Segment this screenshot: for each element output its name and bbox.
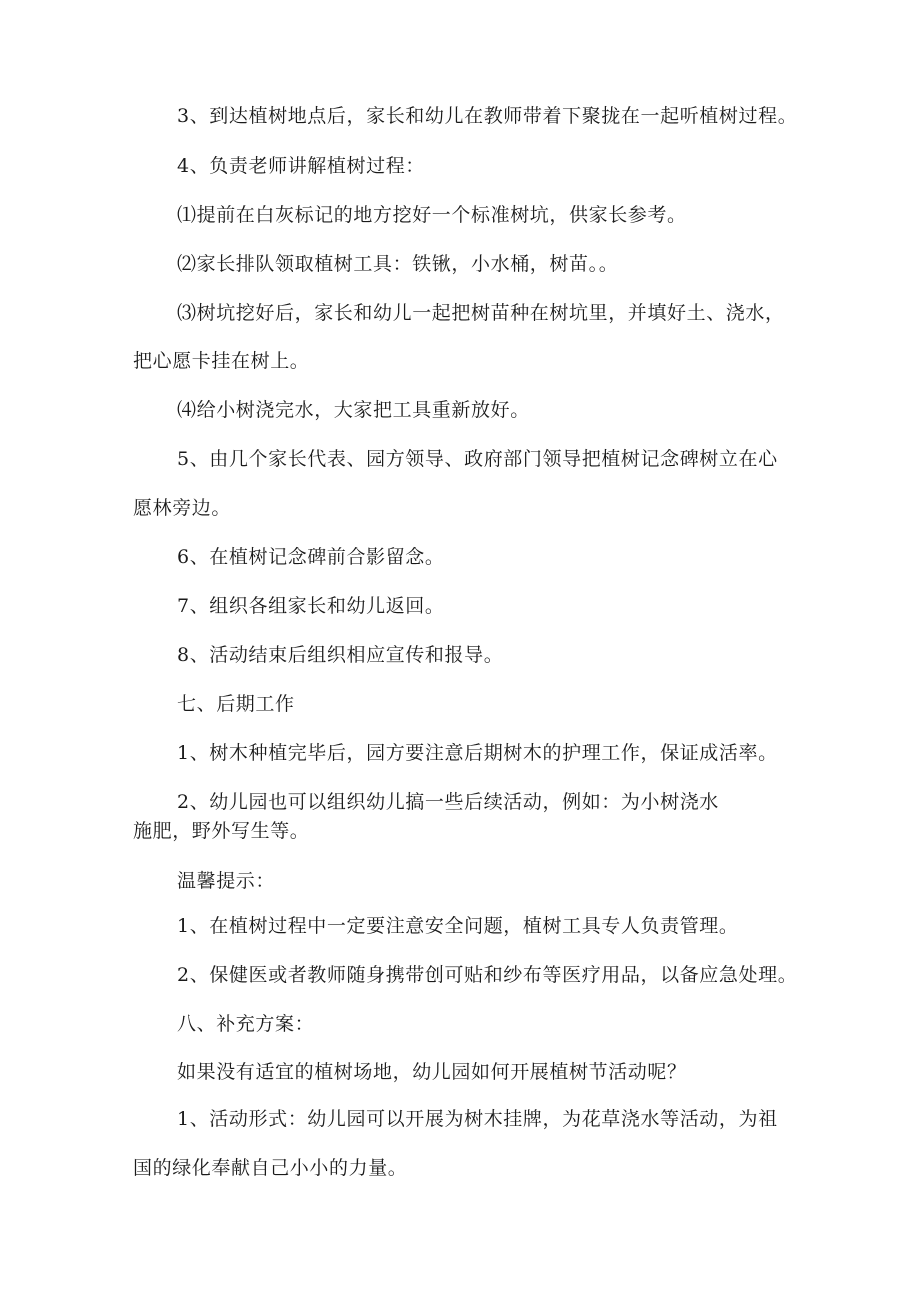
text-line: 2、幼儿园也可以组织幼儿搞一些后续活动，例如：为小树浇水: [177, 791, 719, 813]
section-heading: 七、后期工作: [177, 693, 295, 715]
text-line: 如果没有适宜的植树场地，幼儿园如何开展植树节活动呢？: [177, 1061, 687, 1083]
text-line: ⑴提前在白灰标记的地方挖好一个标准树坑，供家长参考。: [177, 204, 687, 226]
text-line: ⑶树坑挖好后，家长和幼儿一起把树苗种在树坑里，并填好土、浇水，: [177, 302, 785, 324]
text-line: 5、由几个家长代表、园方领导、政府部门领导把植树记念碑树立在心: [177, 448, 778, 470]
text-line: 2、保健医或者教师随身携带创可贴和纱布等医疗用品，以备应急处理。: [177, 964, 798, 986]
text-line: 4、负责老师讲解植树过程：: [177, 155, 425, 177]
text-line: 1、在植树过程中一定要注意安全问题，植树工具专人负责管理。: [177, 915, 739, 937]
text-line: 7、组织各组家长和幼儿返回。: [177, 595, 445, 617]
section-heading: 八、补充方案：: [177, 1013, 315, 1035]
text-line: 愿林旁边。: [133, 497, 232, 519]
section-heading: 温馨提示：: [177, 870, 276, 892]
text-line: 1、活动形式：幼儿园可以开展为树木挂牌，为花草浇水等活动，为祖: [177, 1108, 778, 1130]
text-line: 3、到达植树地点后，家长和幼儿在教师带着下聚拢在一起听植树过程。: [177, 105, 798, 127]
text-line: 施肥，野外写生等。: [133, 820, 310, 842]
text-line: 1、树木种植完毕后，园方要注意后期树木的护理工作，保证成活率。: [177, 742, 778, 764]
text-line: 6、在植树记念碑前合影留念。: [177, 546, 445, 568]
text-line: ⑵家长排队领取植树工具：铁锹，小水桶，树苗。。: [177, 253, 619, 275]
text-line: 8、活动结束后组织相应宣传和报导。: [177, 644, 504, 666]
text-line: 把心愿卡挂在树上。: [133, 350, 310, 372]
text-line: 国的绿化奉献自己小小的力量。: [133, 1157, 408, 1179]
text-line: ⑷给小树浇完水，大家把工具重新放好。: [177, 399, 530, 421]
